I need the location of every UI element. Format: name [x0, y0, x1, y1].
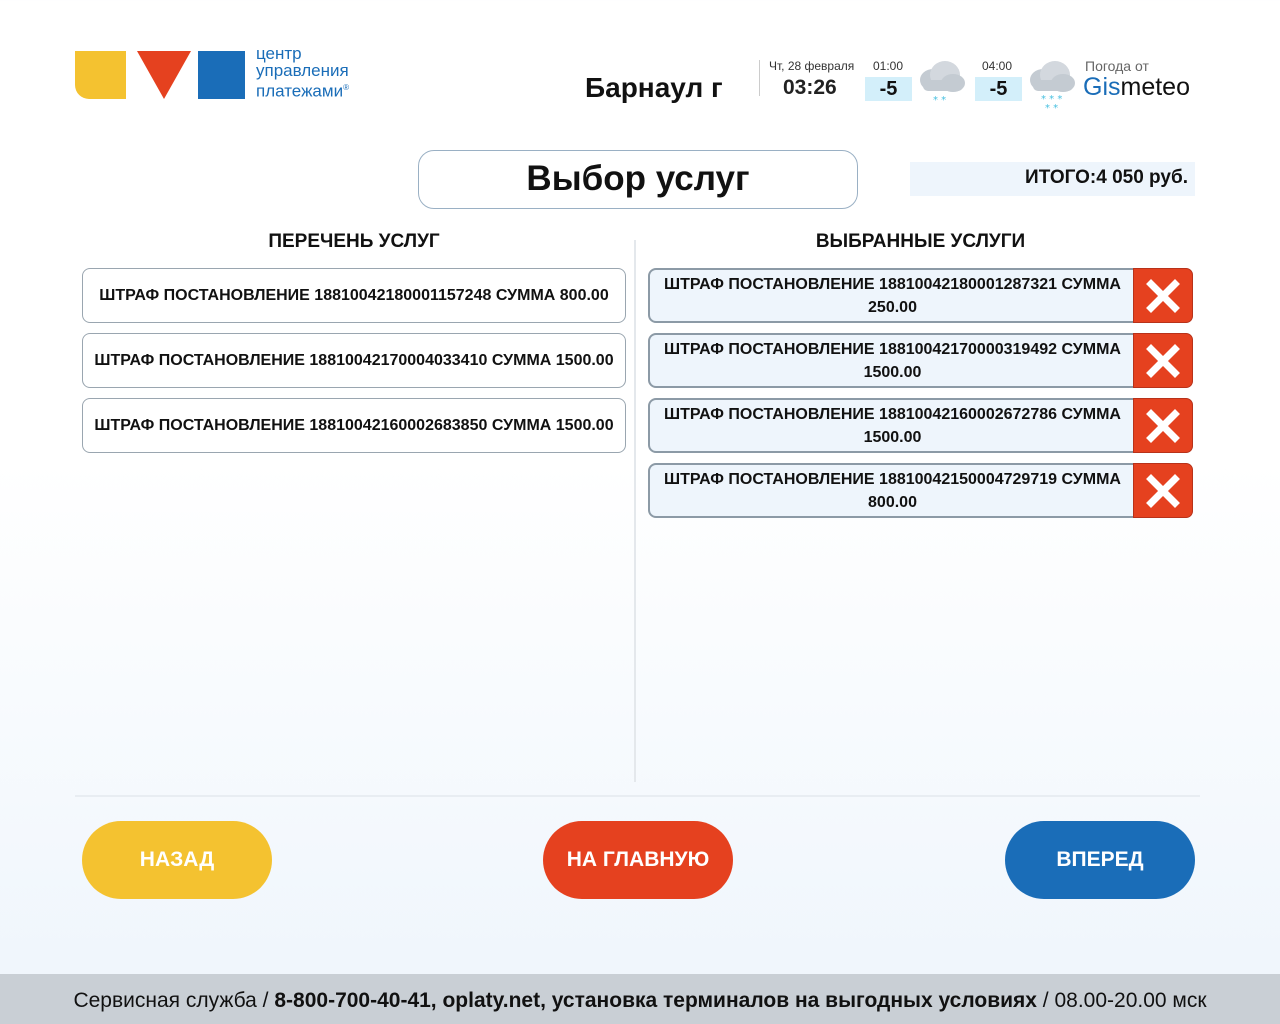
selected-service-item: ШТРАФ ПОСТАНОВЛЕНИЕ 18810042170000319492 СУММА 1500.00	[648, 333, 1193, 388]
header-separator	[759, 60, 760, 96]
back-button[interactable]: НАЗАД	[82, 821, 272, 899]
service-item[interactable]: ШТРАФ ПОСТАНОВЛЕНИЕ 18810042180001157248 СУММА 800.00	[82, 268, 626, 323]
logo-red-triangle	[137, 51, 191, 99]
city-name: Барнаул г	[585, 72, 723, 103]
logo-text	[256, 45, 349, 100]
page-title: Выбор услуг	[418, 150, 858, 209]
remove-service-button[interactable]	[1133, 268, 1193, 323]
services-list	[82, 268, 626, 463]
svg-text:* *: * *	[1045, 103, 1059, 112]
forecast-time-2: 04:00	[982, 59, 1013, 73]
gismeteo-logo: Gismeteo	[1083, 73, 1190, 101]
close-icon	[1146, 344, 1180, 378]
total-amount: ИТОГО:4 050 руб.	[910, 162, 1195, 196]
selected-service-item: ШТРАФ ПОСТАНОВЛЕНИЕ 18810042180001287321 СУММА 250.00	[648, 268, 1193, 323]
selected-services-title: ВЫБРАННЫЕ УСЛУГИ	[815, 231, 1026, 252]
remove-service-button[interactable]	[1133, 398, 1193, 453]
home-button[interactable]: НА ГЛАВНУЮ	[543, 821, 733, 899]
weather-provider-label: Погода от	[1085, 58, 1149, 74]
forecast-temp-2: -5	[975, 77, 1022, 101]
next-button[interactable]: ВПЕРЕД	[1005, 821, 1195, 899]
brand-logo	[75, 44, 375, 102]
svg-text:* *: * *	[933, 95, 947, 104]
current-date: Чт, 28 февраля	[769, 59, 855, 73]
logo-line-2: управления	[256, 61, 349, 80]
service-footer: Сервисная служба / 8-800-700-40-41, oplaty.net, установка терминалов на выгодных условиях / 08.00-20.00 мск	[0, 974, 1280, 1024]
logo-line-1: центр	[256, 44, 302, 63]
close-icon	[1146, 474, 1180, 508]
svg-text:* * *: * * *	[1041, 94, 1063, 105]
services-list-title: ПЕРЕЧЕНЬ УСЛУГ	[268, 231, 440, 252]
selected-service-item: ШТРАФ ПОСТАНОВЛЕНИЕ 18810042150004729719 СУММА 800.00	[648, 463, 1193, 518]
remove-service-button[interactable]	[1133, 463, 1193, 518]
selected-service-item: ШТРАФ ПОСТАНОВЛЕНИЕ 18810042160002672786 СУММА 1500.00	[648, 398, 1193, 453]
logo-yellow-square	[75, 51, 126, 99]
logo-line-3: платежами	[256, 81, 344, 101]
close-icon	[1146, 279, 1180, 313]
forecast-temp-1: -5	[865, 77, 912, 101]
forecast-time-1: 01:00	[873, 59, 904, 73]
logo-registered-mark: ®	[343, 83, 349, 92]
current-time: 03:26	[783, 76, 837, 99]
remove-service-button[interactable]	[1133, 333, 1193, 388]
column-divider	[634, 240, 636, 782]
section-divider	[75, 795, 1200, 797]
service-item[interactable]: ШТРАФ ПОСТАНОВЛЕНИЕ 18810042160002683850 СУММА 1500.00	[82, 398, 626, 453]
close-icon	[1146, 409, 1180, 443]
logo-blue-square	[198, 51, 245, 99]
cloud-snow-icon	[915, 58, 967, 104]
selected-services-list	[648, 268, 1193, 528]
cloud-snow-icon	[1025, 58, 1077, 112]
service-item[interactable]: ШТРАФ ПОСТАНОВЛЕНИЕ 18810042170004033410 СУММА 1500.00	[82, 333, 626, 388]
